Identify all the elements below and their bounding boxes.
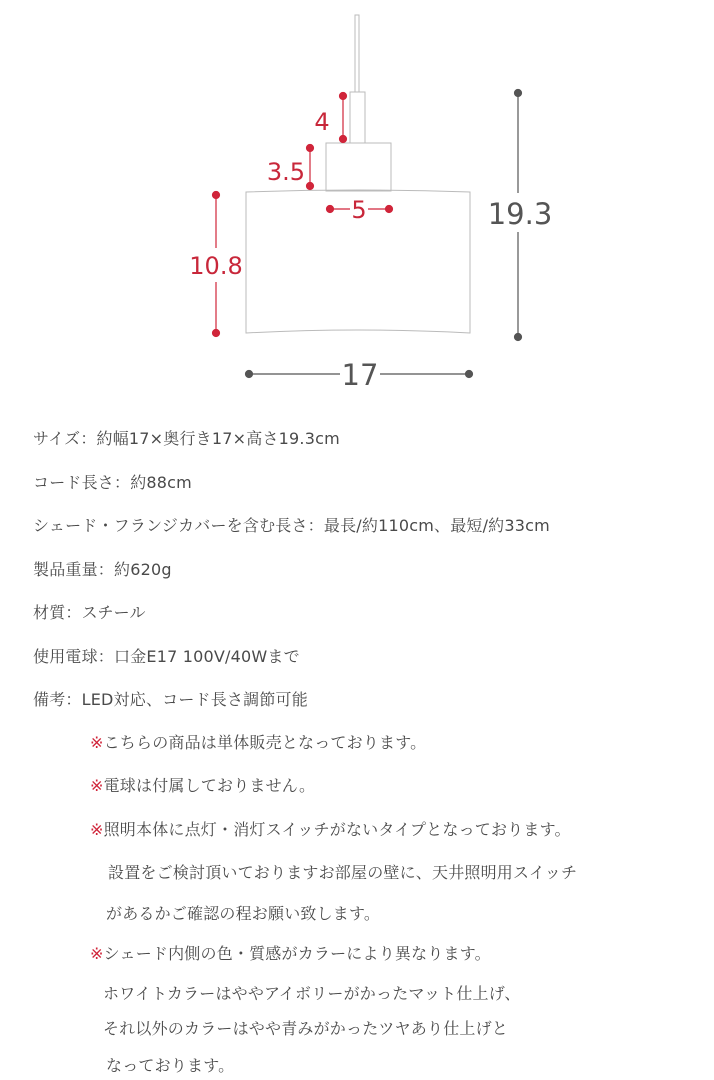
dim-width: 17 xyxy=(341,358,379,392)
dim-cap-top: 4 xyxy=(314,108,330,136)
cord xyxy=(355,15,359,92)
dim-dot xyxy=(213,192,220,199)
note-text: こちらの商品は単体販売となっております。 xyxy=(103,733,427,752)
note-3 xyxy=(90,817,571,840)
spec-cord-length: コード長さ：約88cm xyxy=(33,473,192,492)
note-mark: ※ xyxy=(90,733,104,752)
dim-total-height: 19.3 xyxy=(487,197,553,231)
dim-dot xyxy=(307,183,314,190)
spec-material: 材質：スチール xyxy=(33,603,146,622)
note-text: 照明本体に点灯・消灯スイッチがないタイプとなっております。 xyxy=(103,820,571,839)
dim-dot xyxy=(340,93,347,100)
note-text: 電球は付属しておりません。 xyxy=(103,776,316,795)
dim-dot xyxy=(515,334,522,341)
spec-size: サイズ：約幅17×奥行き17×高さ19.3cm xyxy=(33,429,340,448)
dim-cap-width: 5 xyxy=(351,196,367,224)
spec-weight: 製品重量：約620g xyxy=(33,560,172,579)
note-4 xyxy=(90,941,491,964)
note-text: シェード内側の色・質感がカラーにより異なります。 xyxy=(103,944,491,963)
note-3-line-2: 設置をご検討頂いておりますお部屋の壁に、天井照明用スイッチ xyxy=(108,863,578,882)
dim-dot xyxy=(340,136,347,143)
cap xyxy=(326,143,391,191)
note-3-line-3: があるかご確認の程お願い致します。 xyxy=(106,904,381,923)
dim-dot xyxy=(327,206,334,213)
dim-dot xyxy=(246,371,253,378)
dim-cap: 3.5 xyxy=(266,158,306,186)
note-mark: ※ xyxy=(90,820,104,839)
note-4-line-2: ホワイトカラーはややアイボリーがかったマット仕上げ、 xyxy=(103,984,521,1003)
dim-dot xyxy=(515,90,522,97)
spec-total-length: シェード・フランジカバーを含む長さ：最長/約110cm、最短/約33cm xyxy=(33,516,550,535)
note-4-line-4: なっております。 xyxy=(106,1056,235,1075)
note-1 xyxy=(90,730,426,753)
dim-shade-height: 10.8 xyxy=(189,252,243,280)
dim-dot xyxy=(307,145,314,152)
lamp-dimension-diagram xyxy=(0,0,714,400)
spec-bulb: 使用電球：口金E17 100V/40Wまで xyxy=(33,647,300,666)
spec-remarks: 備考：LED対応、コード長さ調節可能 xyxy=(33,690,308,709)
note-mark: ※ xyxy=(90,776,104,795)
dim-dot xyxy=(213,330,220,337)
note-mark: ※ xyxy=(90,944,104,963)
socket xyxy=(350,92,365,143)
note-2 xyxy=(90,773,315,796)
dim-dot xyxy=(386,206,393,213)
note-4-line-3: それ以外のカラーはやや青みがかったツヤあり仕上げと xyxy=(103,1019,509,1038)
dim-dot xyxy=(466,371,473,378)
